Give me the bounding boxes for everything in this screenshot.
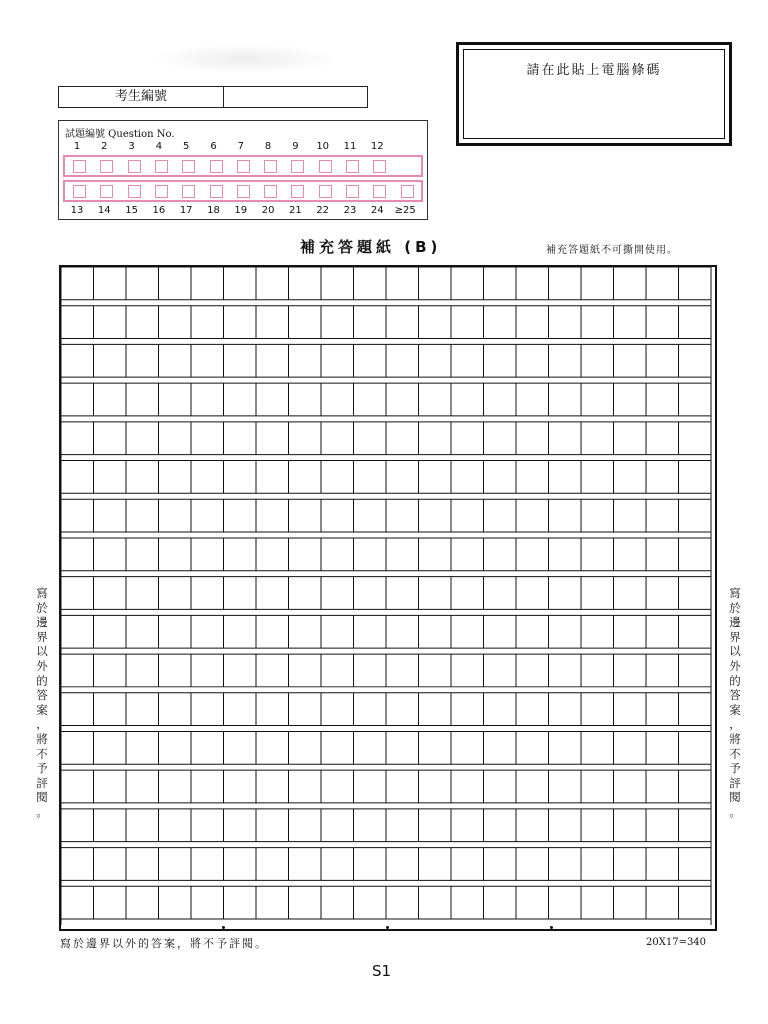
margin-notice-char: 將 — [36, 731, 48, 746]
question-checkbox[interactable] — [210, 185, 223, 198]
question-number-label: 2 — [101, 141, 108, 152]
margin-notice-char: 予 — [729, 761, 741, 776]
margin-notice-char: 界 — [36, 629, 48, 644]
question-number-label: 22 — [316, 205, 330, 216]
question-checkbox[interactable] — [291, 185, 304, 198]
margin-notice-char: 予 — [36, 761, 48, 776]
question-checkbox[interactable] — [182, 160, 195, 173]
sheet-note: 補充答題紙不可撕開使用。 — [546, 245, 678, 256]
margin-notice-char: 。 — [36, 804, 48, 819]
grid-marker-dot — [386, 926, 389, 929]
question-checkbox[interactable] — [373, 185, 386, 198]
margin-notice-char: 。 — [729, 804, 741, 819]
margin-notice-char: 外 — [36, 658, 48, 673]
question-number-label: 1 — [73, 141, 81, 152]
question-checkbox[interactable] — [346, 160, 359, 173]
margin-notice-char: 以 — [729, 644, 741, 659]
margin-notice-char: 評 — [36, 775, 48, 790]
margin-notice-char: 閱 — [729, 790, 741, 805]
answer-grid[interactable] — [59, 265, 717, 931]
question-checkbox[interactable] — [128, 185, 141, 198]
question-number-label: 7 — [237, 141, 244, 152]
question-checkbox[interactable] — [100, 185, 113, 198]
question-checkbox[interactable] — [346, 185, 359, 198]
question-checkbox[interactable] — [401, 185, 414, 198]
barcode-sticker-area — [456, 42, 732, 146]
margin-notice-char: 寫 — [729, 586, 741, 600]
question-checkbox[interactable] — [319, 160, 332, 173]
question-number-label: 6 — [210, 141, 217, 152]
candidate-number-label: 考生編號 — [59, 87, 224, 107]
margin-notice-char: 的 — [36, 673, 48, 688]
margin-notice-char: 案 — [36, 702, 48, 717]
margin-notice-char: ， — [729, 717, 741, 732]
question-row-2 — [63, 180, 423, 202]
margin-notice-char: 界 — [729, 629, 741, 644]
margin-notice-char: 評 — [729, 775, 741, 790]
footer-notice: 寫於邊界以外的答案，將不予評閱。 — [60, 937, 268, 950]
margin-notice-char: 答 — [729, 688, 741, 703]
margin-notice-char: 不 — [729, 746, 741, 761]
question-number-label: 20 — [261, 205, 275, 216]
question-checkbox[interactable] — [155, 185, 168, 198]
margin-notice-char: 答 — [36, 688, 48, 703]
question-checkbox[interactable] — [73, 185, 86, 198]
question-checkbox[interactable] — [237, 160, 250, 173]
margin-notice-char: ， — [36, 717, 48, 732]
margin-notice-char: 案 — [729, 702, 741, 717]
question-checkbox[interactable] — [100, 160, 113, 173]
faded-header-mark — [150, 44, 340, 74]
question-checkbox[interactable] — [182, 185, 195, 198]
question-checkbox[interactable] — [264, 160, 277, 173]
question-checkbox[interactable] — [128, 160, 141, 173]
margin-notice-char: 寫 — [36, 586, 48, 600]
question-number-label: 12 — [370, 141, 384, 152]
question-number-label: 8 — [264, 141, 272, 152]
sheet-title: 補充答題紙 (B) — [300, 238, 442, 256]
question-number-label: 18 — [207, 205, 220, 216]
margin-notice-char: 於 — [36, 600, 48, 615]
question-number-label: 14 — [97, 205, 111, 216]
question-number-label: 5 — [183, 141, 190, 152]
cell-count: 20X17=340 — [646, 937, 707, 948]
question-checkbox[interactable] — [291, 160, 304, 173]
question-number-label: 21 — [289, 205, 302, 216]
question-row-1 — [63, 155, 423, 177]
question-number-panel — [58, 120, 428, 220]
question-number-title: 試題編號 Question No. — [65, 129, 175, 140]
question-checkbox[interactable] — [210, 160, 223, 173]
question-checkbox[interactable] — [373, 160, 386, 173]
question-number-label: 9 — [292, 141, 299, 152]
question-checkbox[interactable] — [237, 185, 250, 198]
question-number-label: ≥25 — [394, 205, 416, 216]
question-number-label: 3 — [128, 141, 135, 152]
question-checkbox[interactable] — [319, 185, 332, 198]
right-margin-notice — [728, 586, 742, 820]
candidate-number-box[interactable] — [58, 86, 368, 108]
question-checkbox[interactable] — [264, 185, 277, 198]
question-number-label: 10 — [316, 141, 330, 152]
margin-notice-char: 邊 — [729, 615, 741, 630]
barcode-instruction: 請在此貼上電腦條碼 — [526, 63, 662, 78]
grid-marker-dot — [550, 926, 553, 929]
margin-notice-char: 將 — [729, 731, 741, 746]
margin-notice-char: 外 — [729, 658, 741, 673]
question-number-label: 13 — [70, 205, 84, 216]
question-number-label: 19 — [234, 205, 248, 216]
question-checkbox[interactable] — [73, 160, 86, 173]
question-number-label: 11 — [343, 141, 357, 152]
margin-notice-char: 邊 — [36, 615, 48, 630]
question-checkbox[interactable] — [155, 160, 168, 173]
margin-notice-char: 閱 — [36, 790, 48, 805]
left-margin-notice — [35, 586, 49, 820]
question-number-label: 16 — [152, 205, 166, 216]
page-label: S1 — [372, 962, 392, 980]
question-number-label: 15 — [125, 205, 138, 216]
question-number-label: 24 — [370, 205, 384, 216]
question-number-label: 4 — [155, 141, 163, 152]
margin-notice-char: 於 — [729, 600, 741, 615]
margin-notice-char: 不 — [36, 746, 48, 761]
grid-marker-dot — [222, 926, 225, 929]
question-number-label: 17 — [179, 205, 193, 216]
question-number-label: 23 — [343, 205, 357, 216]
margin-notice-char: 的 — [729, 673, 741, 688]
margin-notice-char: 以 — [36, 644, 48, 659]
